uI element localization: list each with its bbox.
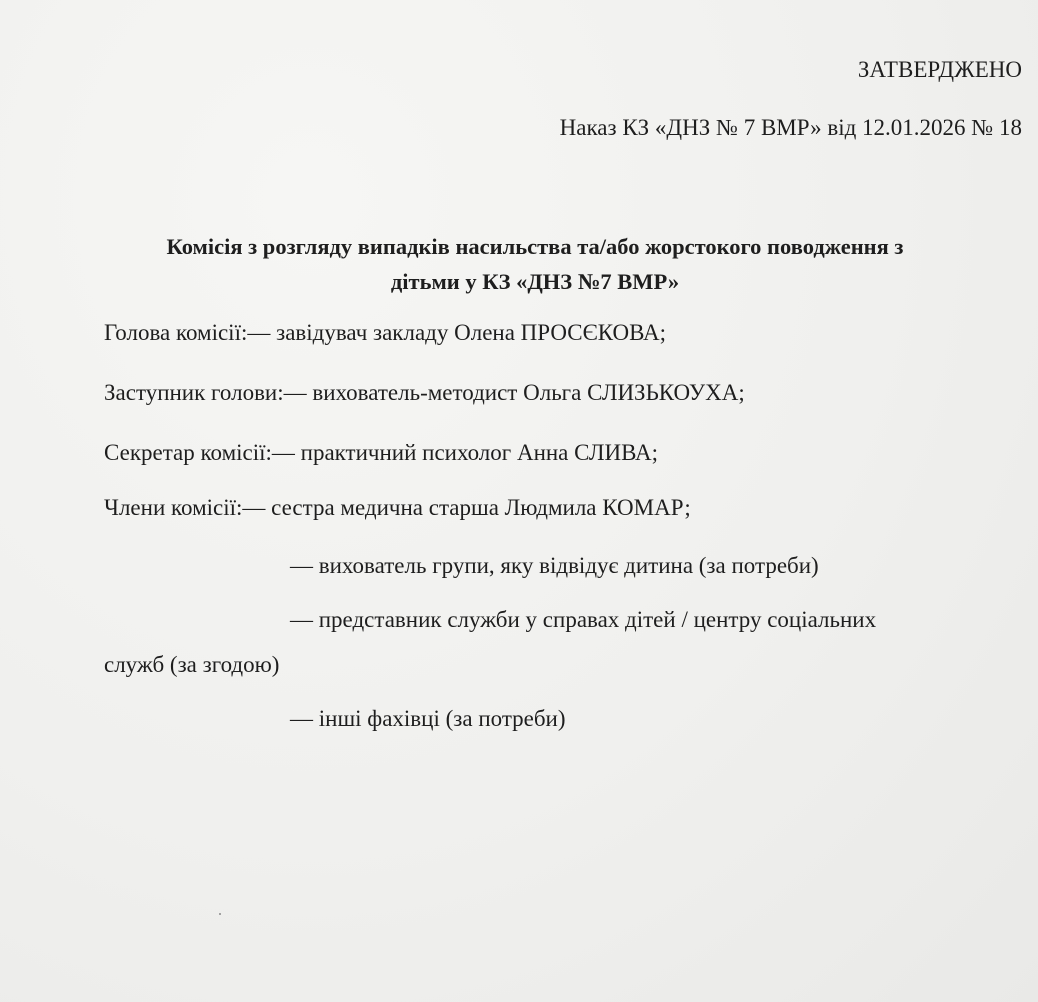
member-service-rep-line-1: — представник служби у справах дітей / центру соціальних <box>290 607 877 632</box>
member-row-chair <box>104 319 666 347</box>
member-service-rep-line-2: служб (за згодою) <box>104 652 280 677</box>
member-row-deputy <box>104 379 745 407</box>
member-person: — практичний психолог Анна СЛИВА; <box>271 440 659 465</box>
member-role: Голова комісії: <box>104 320 248 345</box>
member-person: — завідувач закладу Олена ПРОСЄКОВА; <box>247 320 667 345</box>
approved-stamp-text: ЗАТВЕРДЖЕНО <box>857 57 1022 82</box>
member-person: — вихователь-методист Ольга СЛИЗЬКОУХА; <box>283 380 745 405</box>
member-role: Секретар комісії: <box>104 440 272 465</box>
title-line-2: дітьми у КЗ «ДНЗ №7 ВМР» <box>390 269 680 294</box>
member-role: Заступник голови: <box>104 380 284 405</box>
title-line-1: Комісія з розгляду випадків насильства та/або жорстокого поводження з <box>166 234 904 259</box>
member-row-secretary <box>104 439 658 467</box>
member-role: Члени комісії: <box>104 495 243 520</box>
order-reference: Наказ КЗ «ДНЗ № 7 ВМР» від 12.01.2026 № 18 <box>559 115 1022 140</box>
member-person: — сестра медична старша Людмила КОМАР; <box>242 495 691 520</box>
member-group-teacher: — вихователь групи, яку відвідує дитина (за потреби) <box>290 553 819 578</box>
member-other-specialists: — інші фахівці (за потреби) <box>290 706 566 731</box>
paper-speck <box>219 913 221 915</box>
document-title <box>40 229 1030 299</box>
member-row-members <box>104 494 691 522</box>
